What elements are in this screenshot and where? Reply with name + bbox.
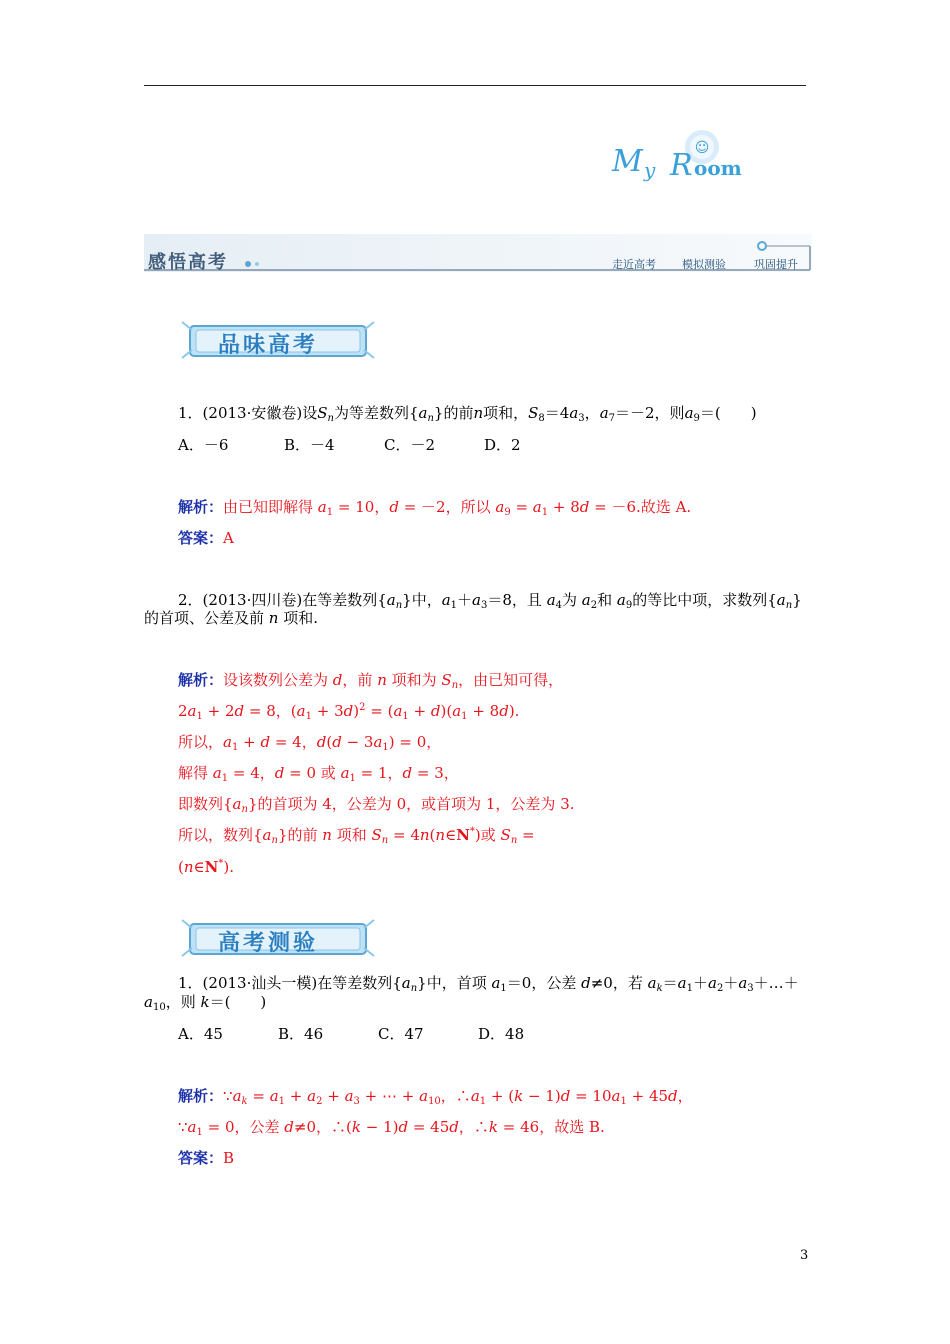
q2-analysis-1: 解析：设该数列公差为 d，前 n 项和为 $S_n$，由已知可得，	[178, 671, 564, 691]
section-title-ceyan: 高考测验	[218, 931, 319, 956]
svg-text:☺: ☺	[694, 140, 710, 156]
q1-stem: 1．(2013·安徽卷)设$S_n$为等差数列$\{a_n\}$的前n项和，$S_8=4a_3$，$a_7=-2$，则$a_9=$( )	[178, 404, 757, 424]
q1-answer: 答案：A	[178, 529, 234, 547]
page-number: 3	[800, 1248, 809, 1263]
q3-stem-line1: 1．(2013·汕头一模)在等差数列$\{a_n\}$中，首项 $a_1=0$，公差 d≠0，若 $a_k=a_1+a_2+a_3+\dots+$	[178, 974, 799, 994]
q2-stem-line1: 2．(2013·四川卷)在等差数列$\{a_n\}$中，$a_1+a_3=8$，且 $a_4$为 $a_2$和 $a_9$的等比中项，求数列$\{a_n\}$	[178, 591, 802, 611]
svg-text:y: y	[644, 158, 656, 182]
q3-stem-line2: $a_{10}$，则 k＝( )	[144, 993, 267, 1013]
q2-stem-line2: 的首项、公差及前 n 项和.	[144, 609, 318, 627]
q2-analysis-3: 所以，$a_1 + d = 4$，$d(d - 3a_1) = 0$，	[178, 733, 442, 753]
q1-analysis: 解析：由已知即解得 $a_1 = 10$，d = －2，所以 $a_9 = a_1 + 8d = -6$.故选 A.	[178, 498, 692, 518]
q1-options	[178, 435, 521, 455]
q2-analysis-2: $2a_1 + 2d = 8$，$(a_1 + 3d)^2 = (a_1 + d)(a_1 + 8d)$.	[178, 702, 520, 722]
q3-option-a[interactable]: A．45	[178, 1025, 223, 1043]
q3-option-b[interactable]: B．46	[278, 1025, 324, 1043]
banner-tab-1[interactable]: 走近高考	[612, 258, 656, 271]
q1-option-a[interactable]: A．－6	[178, 436, 229, 454]
q1-option-c[interactable]: C．－2	[384, 436, 436, 454]
q3-option-c[interactable]: C．47	[378, 1025, 424, 1043]
svg-text:M: M	[612, 144, 643, 179]
q3-analysis-2: $\because a_1 = 0$，公差 d≠0，∴(k − 1)d = 45d，∴k = 46，故选 B.	[178, 1118, 605, 1138]
banner-tab-2[interactable]: 模拟测验	[682, 258, 726, 271]
svg-text:R: R	[670, 148, 693, 183]
section-badge-ceyan	[178, 916, 378, 960]
header-rule	[144, 85, 806, 86]
q1-option-d[interactable]: D．2	[484, 436, 521, 454]
q1-option-b[interactable]: B．－4	[284, 436, 335, 454]
svg-text:oom: oom	[694, 156, 742, 180]
banner-tab-3[interactable]: 巩固提升	[754, 258, 798, 271]
q3-analysis-1: 解析：$\because a_k = a_1 + a_2 + a_3$ + ⋯ + $a_{10}$，$\therefore a_1 + (k - 1)d = 10a_1 + 45d$，	[178, 1087, 693, 1107]
q3-options	[178, 1024, 524, 1044]
section-title-pinwei: 品味高考	[218, 333, 319, 358]
chapter-banner	[144, 234, 812, 274]
q2-analysis-6: 所以，数列$\{a_n\}$的前 n 项和 $S_n$ = 4n(n∈N*)或 $S_n$ =	[178, 826, 535, 846]
myroom-logo	[608, 125, 763, 185]
q2-analysis-5: 即数列$\{a_n\}$的首项为 4，公差为 0，或首项为 1，公差为 3.	[178, 795, 575, 815]
q2-analysis-7: (n∈N*).	[178, 858, 234, 876]
q3-answer: 答案：B	[178, 1149, 235, 1167]
q2-analysis-4: 解得 $a_1 = 4$，d = 0 或 $a_1 = 1$，d = 3，	[178, 764, 459, 784]
q3-option-d[interactable]: D．48	[478, 1025, 525, 1043]
banner-title: 感悟高考	[148, 252, 228, 273]
section-badge-pinwei	[178, 318, 378, 362]
